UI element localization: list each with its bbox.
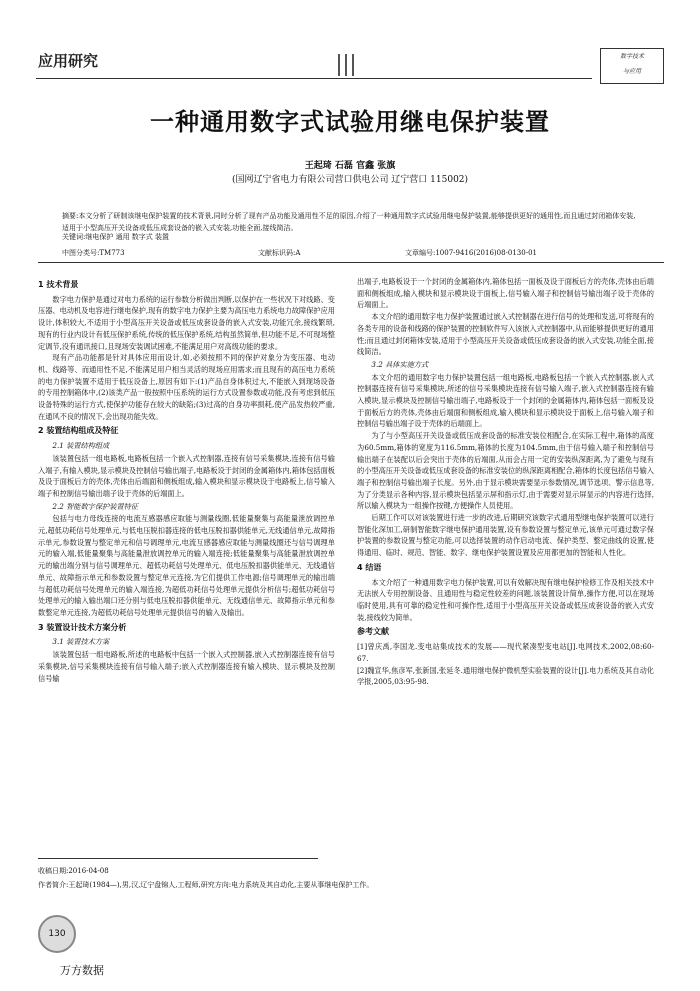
- paragraph: 现有产品功能都是针对具体应用而设计,如,必须按照不同的保护对象分为变压器、电动机、线路等、而通用性不足,不能满足用户相当灵活的现场应用需求;而且现有的高压电力系统的电力保护装置不适用于低压设备上,原因有如下:(1)产品自身体积过大,不能嵌入到现场设备的专用控制箱体中,(2)该类产品一般按照中压系统的运行方式设置参数或功能,没有考虑到低压设备特殊的运行方式,使保护功能存在较大的缺陷;(3)过高的自身功率损耗,使产品发热较严重,在通风不良的情况下,会出现功能失效。: [38, 353, 335, 421]
- section-label: 应用研究: [38, 52, 99, 70]
- document-code: 文献标识码:A: [258, 249, 301, 257]
- paragraph: 该装置包括一组电路板,所述的电路板中包括一个嵌入式控制器,嵌入式控制器连接有信号采集模块,信号采集模块连接有信号输入端子;嵌入式控制器连接有输入模块、显示模块及控制信号输: [38, 650, 335, 683]
- keywords: 关键词:继电保护 通用 数字式 装置: [62, 233, 170, 241]
- top-divider: [38, 262, 664, 263]
- source-watermark: 万方数据: [60, 964, 104, 977]
- heading-4: 4 结语: [357, 562, 382, 572]
- paragraph: 为了与小型高压开关设备或低压成套设备的标准安装位相配合,在实际工程中,箱体的高度为60.5mm,箱体的宽度为116.5mm,箱体的长度为104.5mm,由于信号输入端子和控制信号输出端子在装配以后会突出于壳体的后端面,从而会占用一定的安装纵深距离,为了避免与现有的小型高压开关设备或低压成套设备的标准安装位的纵深距离相配合,箱体的长度包括信号输入端子和控制信号输出端子长度。另外,由于显示模块需要显示参数情况,调节选项、警示信息等,为了分类显示各种内容,显示模块包括显示屏和指示灯,由于需要对显示屏显示的内容进行选择,所以输入模块为一组操作按键,方便操作人员使用。: [357, 431, 654, 511]
- author-bio: 作者简介:王起琦(1984—),男,汉,辽宁盘锦人,工程师,研究方向:电力系统及其自动化,主要从事继电保护工作。: [38, 881, 374, 889]
- journal-badge: [600, 48, 664, 84]
- references-heading: 参考文献: [357, 627, 389, 637]
- header-bars: [338, 54, 359, 80]
- subheading-3-1: 3.1 装置技术方案: [52, 637, 110, 647]
- paragraph: 本文介绍的通用数字电力保护装置包括一组电路板,电路板包括一个嵌入式控制器,嵌入式控制器连接有信号采集模块,所述的信号采集模块连接有信号输入端子,嵌入式控制器连接有输入模块,显示模块及控制信号输出端子,电路板设于一个封闭的金属箱体内,箱体包括一面板及设于面板后方的壳体,壳体由后端面和侧板组成,输入模块和显示模块设于面板上,信号输入端子和控制信号输出端子设于壳体的后端面上。: [357, 372, 654, 429]
- footnote-rule: [38, 858, 318, 859]
- subheading-3-2: 3.2 具体实施方式: [371, 359, 429, 369]
- paragraph: 该装置包括一组电路板,电路板包括一个嵌入式控制器,连接有信号采集模块,连接有信号输入端子,有输入模块,显示模块及控制信号输出端子,电路板设于封闭的金属箱体内,箱体包括面板及设于面板后方的壳体,壳体由后端面和侧板组成,输入模块和显示模块设于电路板上,信号输入端子和控制信号输出端子设于壳体的后端面上。: [38, 453, 335, 498]
- badge-line2: 与应用: [622, 68, 641, 75]
- paragraph: 出端子,电路板设于一个封闭的金属箱体内,箱体包括一面板及设于面板后方的壳体,壳体由后端面和侧板组成,输入模块和显示模块设于面板上,信号输入端子和控制信号输出端子设于壳体的后端面上。: [357, 277, 654, 310]
- references: [357, 641, 654, 688]
- subheading-2-2: 2.2 智能数字保护装置特征: [52, 501, 138, 511]
- badge-line1: 数字技术: [619, 53, 644, 60]
- reference-item: [2]魏宣华,焦彦军,张新国,张延冬.通用继电保护微机型实验装置的设计[J].电力系统及其自动化学报,2005,03:95-98.: [357, 665, 654, 687]
- paragraph: 本文介绍了一种通用数字电力保护装置,可以有效解决现有继电保护检修工作及相关技术中无法嵌入专用控制设备、且通用性与稳定性较差的问题,该装置设计简单,操作方便,可以在现场临时使用,具有可靠的稳定性和可操作性,适用于小型高压开关设备或低压成套设备的嵌入式安装,接线较为简单。: [357, 577, 654, 622]
- affiliation: (国网辽宁省电力有限公司营口供电公司 辽宁营口 115002): [231, 175, 469, 185]
- paragraph: 本文介绍的通用数字电力保护装置通过嵌入式控制器在进行信号的处理和发送,可将现有的各类专用的设备和线路的保护装置的控制软件写入该嵌入式控制器中,从而能够提供更好的通用性;而且通过封闭箱体安装,适用于小型高压开关设备或低压成套设备的嵌入式安装,功能全面,接线简洁。: [357, 312, 654, 357]
- paper-title: 一种通用数字式试验用继电保护装置: [150, 107, 550, 136]
- header-rule: [36, 78, 592, 79]
- paragraph: 包括与电力母线连接的电流互感器感应取能与测量线圈,低能量聚集与高能量泄放调控单元,超低功耗信号处理单元,与低电压脱扣器连接的低电压脱扣器供能单元,无线通信单元,故障指示单元,参数设置与整定单元和信号调理单元,电流互感器感应取能与测量线圈还与信号调理单元的输入端,低能量聚集与高能量泄放调控单元的输入端连接;低能量聚集与高能量泄放调控单元的输出端分别与信号调理单元、超低功耗信号处理单元、低电压脱扣器供能单元、无线通信单元、故障指示单元和参数设置与整定单元连接,为它们提供工作电源;信号调理单元的输出端与超低功耗信号处理单元的输入端连接,为超低功耗信号处理单元提供分析信号;超低功耗信号处理单元的输入输出端口还分别与低电压脱扣器供能单元、无线通信单元、故障指示单元和参数整定单元连接,为超低功耗信号处理单元提供信号的输入及输出。: [38, 514, 335, 617]
- article-number: 文章编号:1007-9416(2016)08-0130-01: [405, 249, 537, 257]
- footnote: [38, 864, 373, 892]
- paragraph: 数字电力保护是通过对电力系统的运行参数分析做出判断,以保护在一些状况下对线路、变压器、电动机及电容进行继电保护,现有的数字电力保护主要为高压电力系统电力故障保护应用设计,体积较大,不适用于小型高压开关设备或低压成套设备的嵌入式安装,功能冗余,接线繁琐,现有的行业内设计有低压保护系统,传统的低压保护系统,结构虽然简单,但功能不足,不可现场整定调节,没有通讯接口,且现场安装调试困难,不能满足用户对高级功能的要求。: [38, 294, 335, 351]
- authors: 王起琦 石磊 官鑫 张旗: [304, 161, 396, 171]
- received-date: 收稿日期:2016-04-08: [38, 867, 109, 875]
- heading-2: 2 装置结构组成及特征: [38, 426, 119, 436]
- abstract: 摘要:本文分析了研制该继电保护装置的技术背景,同时分析了现有产品功能及通用性不足的原因,介绍了一种通用数字式试验用继电保护装置,能够提供更好的通用性,而且通过封闭箱体安装,适用于小型高压开关设备或低压成套设备的嵌入式安装,功能全面,接线简洁。: [62, 212, 636, 232]
- reference-item: [1]曾庆禹,李国龙.变电站集成技术的发展——现代紧凑型变电站[J].电网技术,2002,08:60-67.: [357, 642, 654, 663]
- clc-number: 中图分类号:TM773: [62, 249, 125, 257]
- right-column: [357, 276, 654, 688]
- paragraph: 后期工作可以对该装置进行进一步的改进,后期研究该数字式通用型继电保护装置可以进行智能化深加工,研制智能数字继电保护通用装置,设有参数设置与整定单元,该单元可通过数字保护装置的参数设置与整定功能,可以选择装置的动作启动电流、保护类型、整定曲线的设置,使得通用、临时、规范、智能、数字、继电保护装置设置及应用都更加的智能和人性化。: [357, 513, 654, 558]
- page-number: 130: [38, 915, 76, 953]
- heading-1: 1 技术背景: [38, 280, 79, 289]
- subheading-2-1: 2.1 装置结构组成: [52, 441, 110, 451]
- left-column: [38, 276, 335, 684]
- heading-3: 3 装置设计技术方案分析: [38, 622, 127, 632]
